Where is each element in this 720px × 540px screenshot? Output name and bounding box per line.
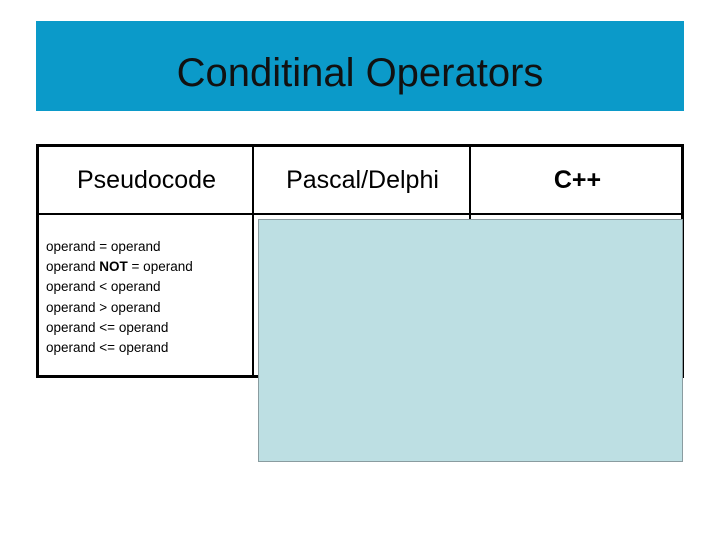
slide-title: Conditinal Operators (176, 51, 544, 95)
list-item (46, 257, 193, 277)
header-cpp: C++ (553, 166, 602, 194)
title-banner (36, 21, 684, 111)
list-item (46, 277, 193, 297)
operand-expression: = operand (127, 259, 193, 275)
overlay-panel (258, 219, 683, 462)
pseudocode-list (46, 237, 193, 358)
operand-expression: operand <= operand (46, 319, 169, 335)
header-pseudocode: Pseudocode (76, 166, 216, 194)
header-pascal-delphi: Pascal/Delphi (286, 166, 439, 194)
column-divider (252, 147, 254, 375)
operand-expression: operand > operand (46, 299, 161, 315)
list-item (46, 338, 193, 358)
header-divider (39, 213, 681, 215)
operand-expression: operand <= operand (46, 340, 169, 356)
operand-expression: operand = operand (46, 239, 161, 254)
list-item (46, 298, 193, 318)
list-item (46, 318, 193, 338)
operand-expression: operand < operand (46, 279, 161, 295)
operand-expression: operand (46, 259, 100, 275)
list-item (46, 237, 193, 257)
not-keyword: NOT (99, 259, 128, 275)
